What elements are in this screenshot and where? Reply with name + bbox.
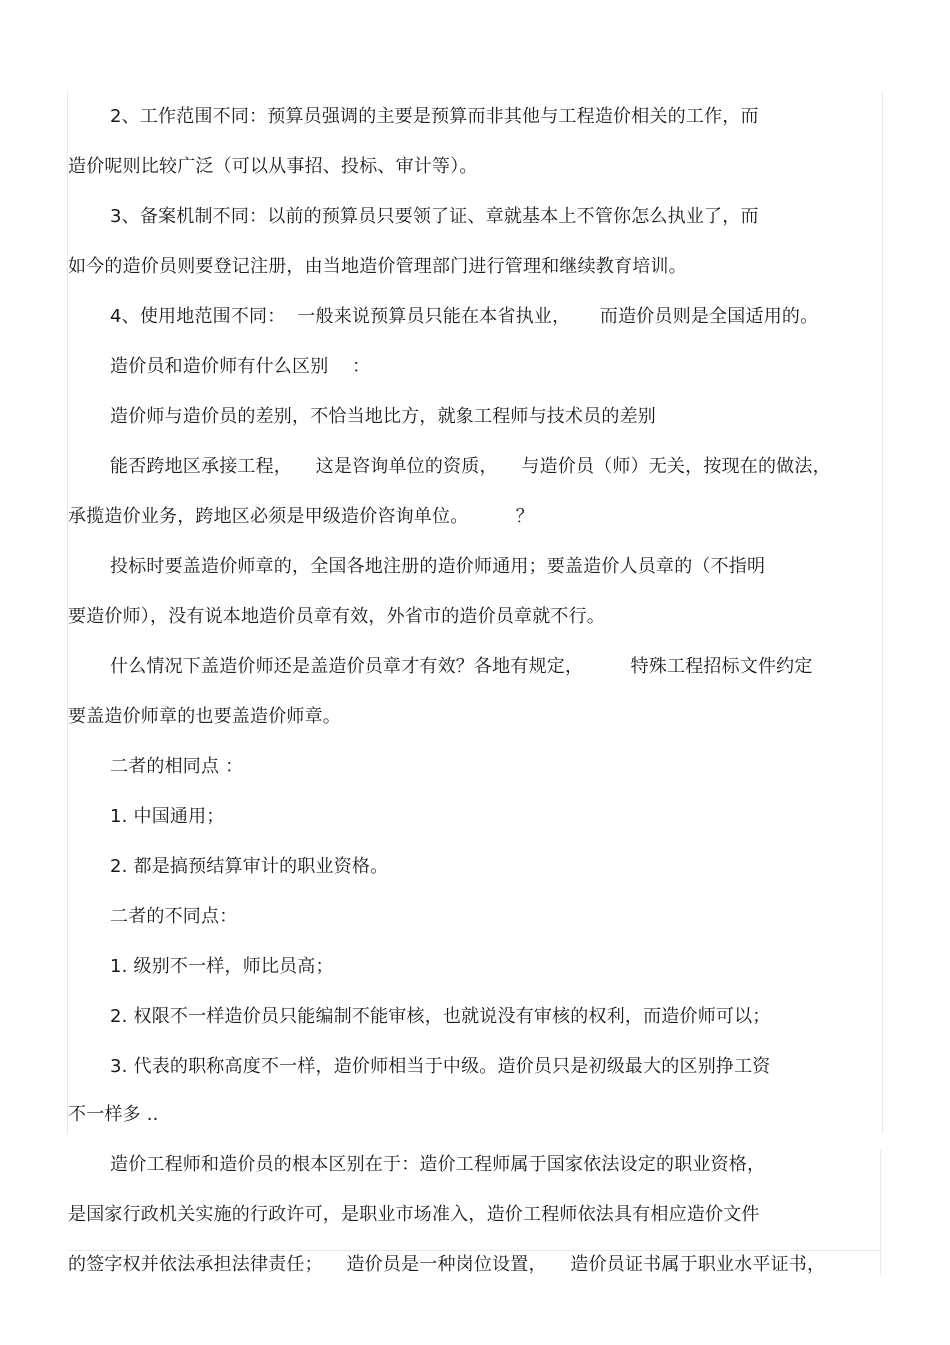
text-line: 3、备案机制不同：以前的预算员只要领了证、章就基本上不管你怎么执业了，而: [110, 206, 759, 227]
section-heading: 造价员和造价师有什么区别 ：: [110, 356, 371, 377]
text-line: 承揽造价业务，跨地区必须是甲级造价咨询单位。 ？: [68, 506, 534, 527]
text-line: 要盖造价师章的也要盖造价师章。: [68, 706, 341, 727]
text-line: 是国家行政机关实施的行政许可，是职业市场准入，造价工程师依法具有相应造价文件: [68, 1204, 760, 1225]
text-line: 造价师与造价员的差别，不恰当地比方，就象工程师与技术员的差别: [110, 406, 656, 427]
section-heading: 二者的不同点：: [110, 906, 238, 927]
right-border-top: [882, 92, 883, 1134]
text-line: 4、使用地范围不同： 一般来说预算员只能在本省执业， 而造价员则是全国适用的。: [110, 306, 819, 327]
section-heading: 二者的相同点 ：: [110, 756, 244, 777]
text-line: 要造价师），没有说本地造价员章有效，外省市的造价员章就不行。: [68, 606, 605, 627]
right-border-bottom: [880, 1150, 881, 1275]
text-line: 造价工程师和造价员的根本区别在于：造价工程师属于国家依法设定的职业资格，: [110, 1154, 766, 1175]
list-item: 2. 都是搞预结算审计的职业资格。: [110, 856, 389, 877]
text-line: 2、工作范围不同：预算员强调的主要是预算而非其他与工程造价相关的工作，而: [110, 106, 759, 127]
text-line: 如今的造价员则要登记注册，由当地造价管理部门进行管理和继续教育培训。: [68, 256, 687, 277]
list-item: 2. 权限不一样造价员只能编制不能审核，也就说没有审核的权利，而造价师可以；: [110, 1006, 771, 1027]
text-line: 投标时要盖造价师章的，全国各地注册的造价师通用；要盖造价人员章的（不指明: [110, 556, 766, 577]
text-line: 的签字权并依法承担法律责任； 造价员是一种岗位设置， 造价员证书属于职业水平证书，: [68, 1254, 826, 1275]
text-line: 能否跨地区承接工程， 这是咨询单位的资质， 与造价员（师）无关，按现在的做法，: [110, 456, 831, 477]
text-line: 什么情况下盖造价师还是盖造价员章才有效？各地有规定， 特殊工程招标文件约定: [110, 656, 813, 677]
text-line: 不一样多 ..: [68, 1104, 159, 1125]
list-item: 1. 级别不一样，师比员高；: [110, 956, 334, 977]
text-line: 造价呢则比较广泛（可以从事招、投标、审计等）。: [68, 156, 478, 177]
list-item: 3. 代表的职称高度不一样，造价师相当于中级。造价员只是初级最大的区别挣工资: [110, 1056, 771, 1077]
list-item: 1. 中国通用；: [110, 806, 225, 827]
bottom-rule: [68, 1250, 881, 1251]
